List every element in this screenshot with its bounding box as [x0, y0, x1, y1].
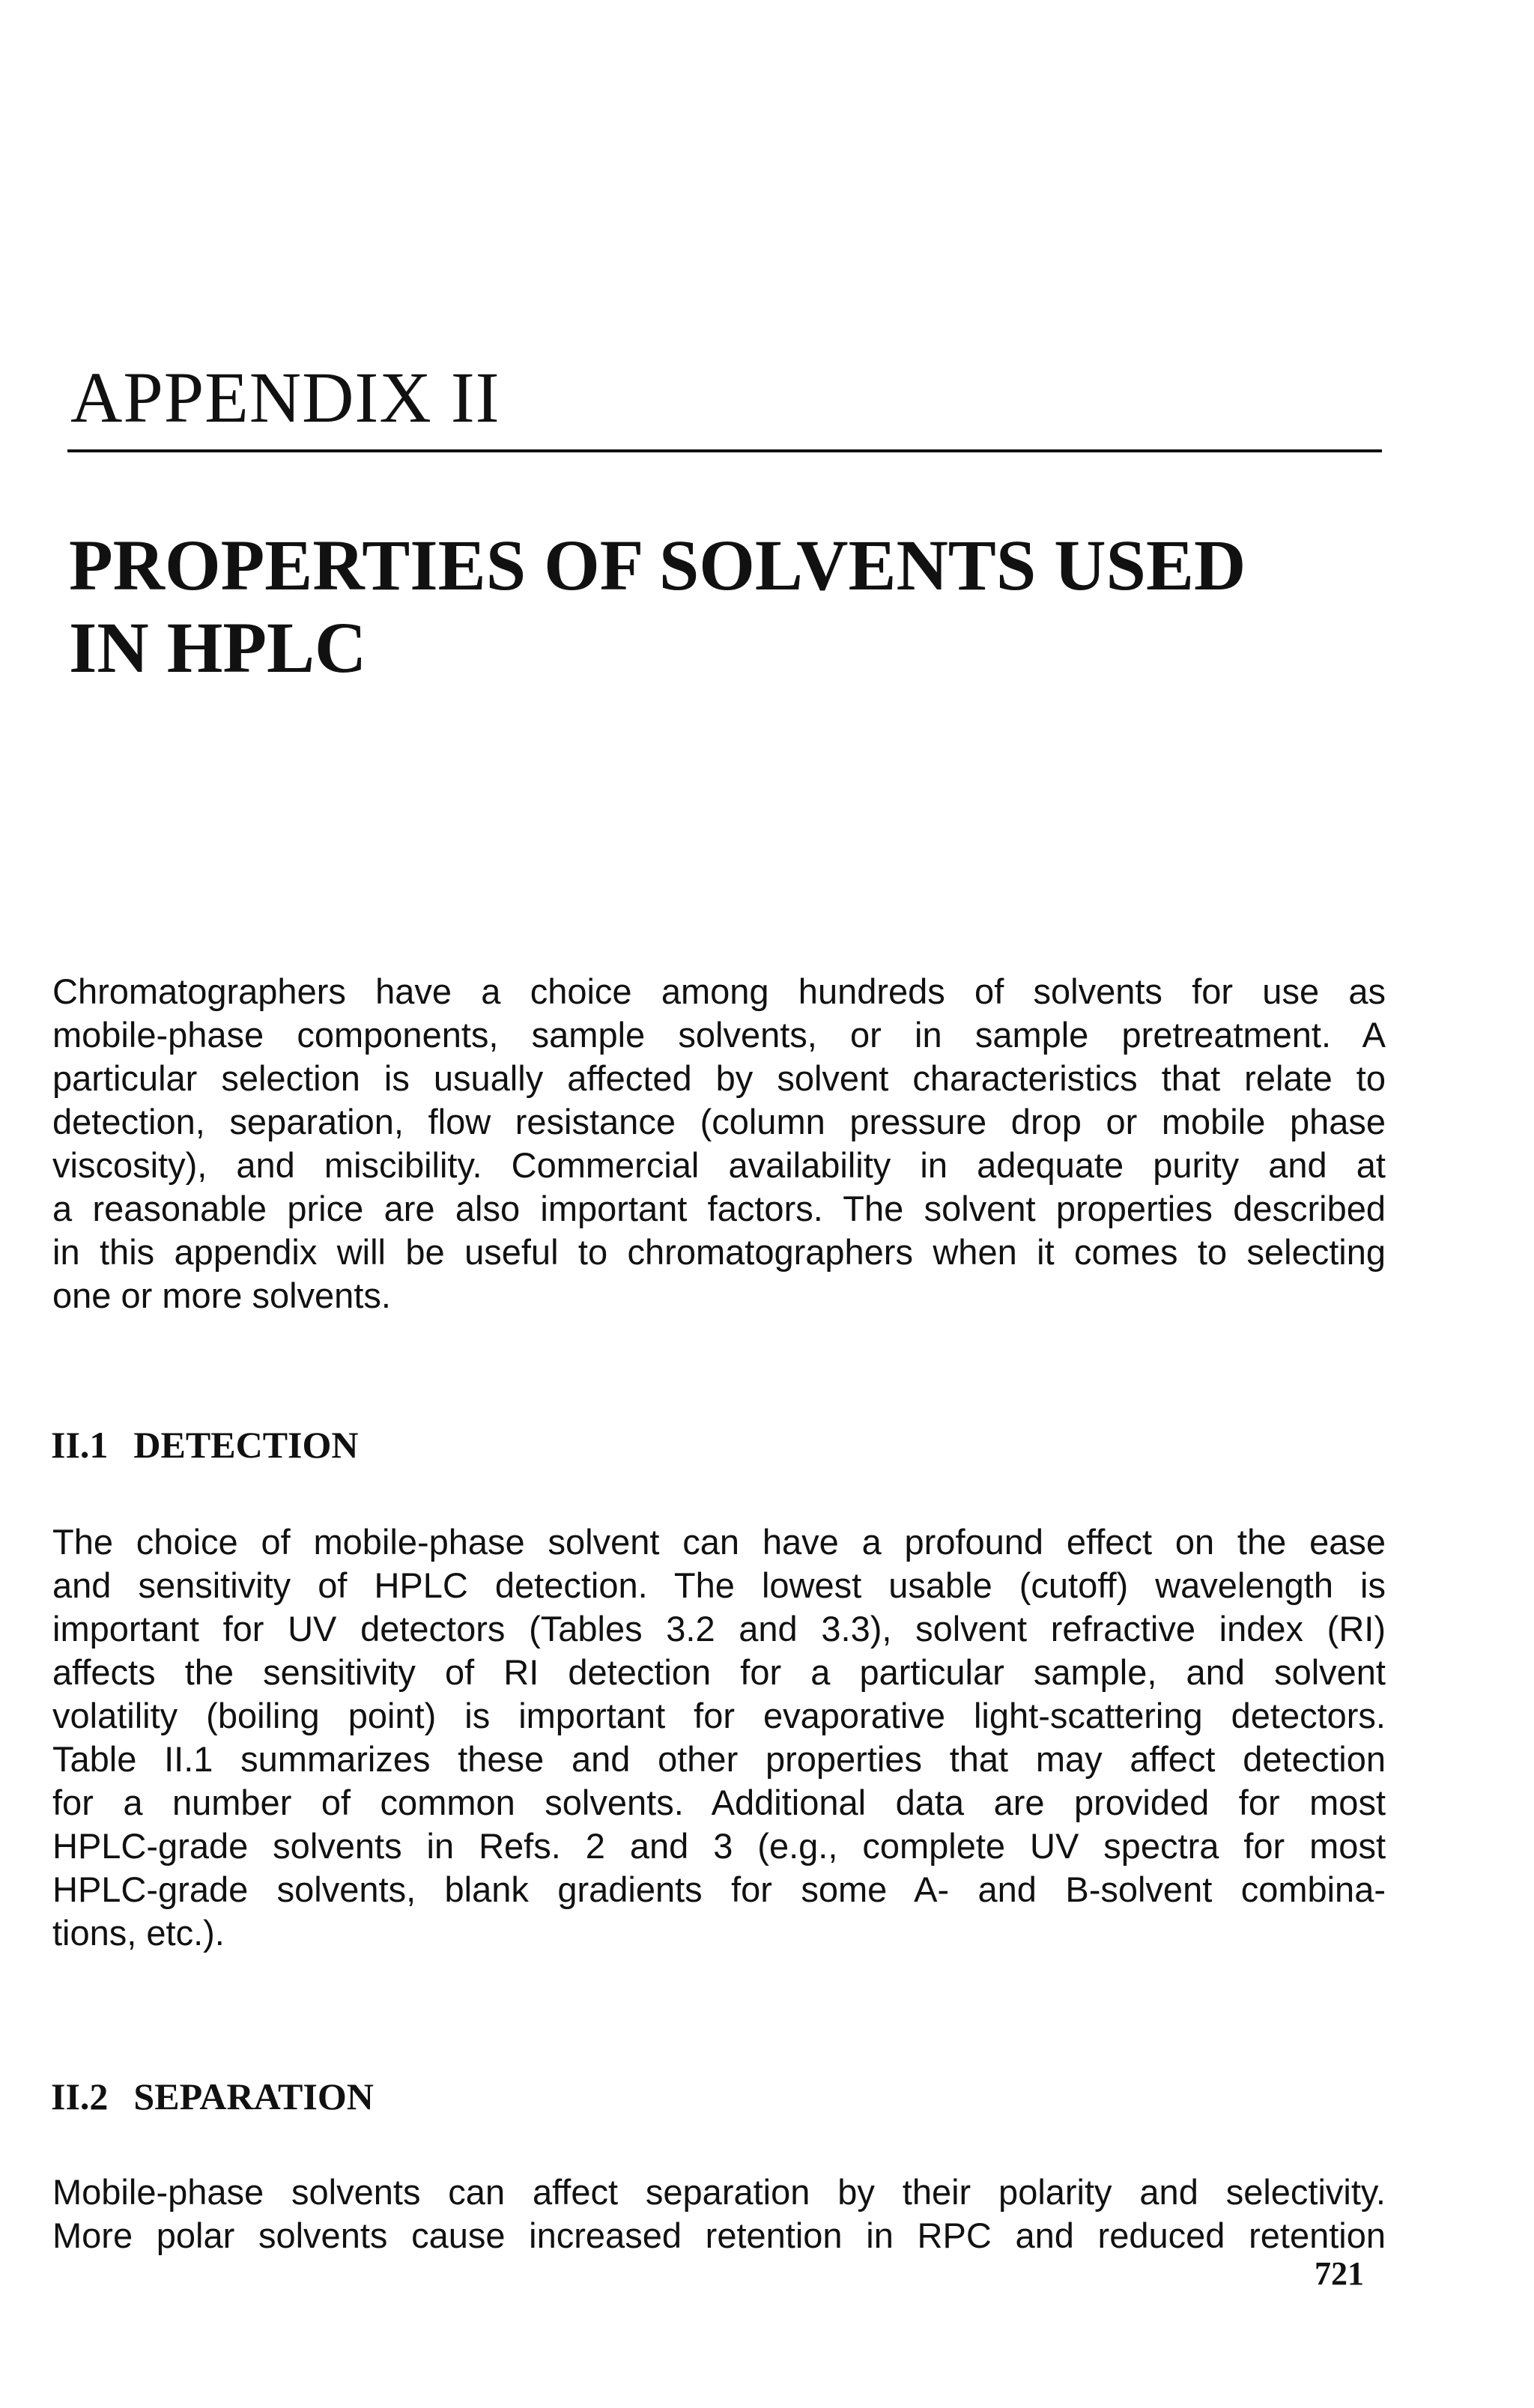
section-number: II.2: [51, 2075, 109, 2117]
title-rule: [67, 449, 1382, 452]
text-line: More polar solvents cause increased retention in RPC and reduced retention: [52, 2216, 1386, 2255]
section-heading-separation: [51, 2075, 374, 2118]
text-line: Chromatographers have a choice among hundreds of solvents for use as: [52, 971, 1386, 1011]
text-line: HPLC-grade solvents in Refs. 2 and 3 (e.g., complete UV spectra for most: [52, 1826, 1386, 1866]
text-line: one or more solvents.: [52, 1276, 391, 1315]
text-line: The choice of mobile-phase solvent can have a profound effect on the ease: [52, 1522, 1386, 1562]
chapter-title-line: IN HPLC: [69, 607, 367, 688]
section-title: DETECTION: [133, 1424, 359, 1466]
text-line: a reasonable price are also important factors. The solvent properties described: [52, 1189, 1386, 1228]
text-line: Mobile-phase solvents can affect separation by their polarity and selectivity.: [52, 2172, 1386, 2212]
separation-paragraph: [52, 2171, 1386, 2257]
appendix-label: APPENDIX II: [70, 357, 500, 437]
page-number: 721: [1315, 2255, 1364, 2292]
text-line: and sensitivity of HPLC detection. The lowest usable (cutoff) wavelength is: [52, 1565, 1386, 1605]
section-title: SEPARATION: [133, 2075, 374, 2117]
text-line: tions, etc.).: [52, 1913, 225, 1953]
text-line: in this appendix will be useful to chromatographers when it comes to selecting: [52, 1232, 1386, 1272]
text-line: HPLC-grade solvents, blank gradients for some A- and B-solvent combina-: [52, 1869, 1386, 1909]
text-line: detection, separation, flow resistance (column pressure drop or mobile phase: [52, 1102, 1386, 1141]
text-line: for a number of common solvents. Additional data are provided for most: [52, 1783, 1386, 1822]
text-line: viscosity), and miscibility. Commercial availability in adequate purity and at: [52, 1145, 1386, 1185]
chapter-title-line: PROPERTIES OF SOLVENTS USED: [69, 525, 1246, 605]
text-line: Table II.1 summarizes these and other properties that may affect detection: [52, 1739, 1386, 1779]
intro-paragraph: [52, 970, 1386, 1317]
detection-paragraph: [52, 1520, 1386, 1955]
chapter-title: [69, 524, 1380, 689]
text-line: important for UV detectors (Tables 3.2 and 3.3), solvent refractive index (RI): [52, 1609, 1386, 1649]
text-line: volatility (boiling point) is important for evaporative light-scattering detectors.: [52, 1696, 1386, 1735]
text-line: affects the sensitivity of RI detection for a particular sample, and solvent: [52, 1652, 1386, 1692]
text-line: mobile-phase components, sample solvents, or in sample pretreatment. A: [52, 1015, 1386, 1055]
text-line: particular selection is usually affected by solvent characteristics that relate to: [52, 1058, 1386, 1098]
section-number: II.1: [51, 1424, 109, 1466]
section-heading-detection: [51, 1423, 359, 1467]
